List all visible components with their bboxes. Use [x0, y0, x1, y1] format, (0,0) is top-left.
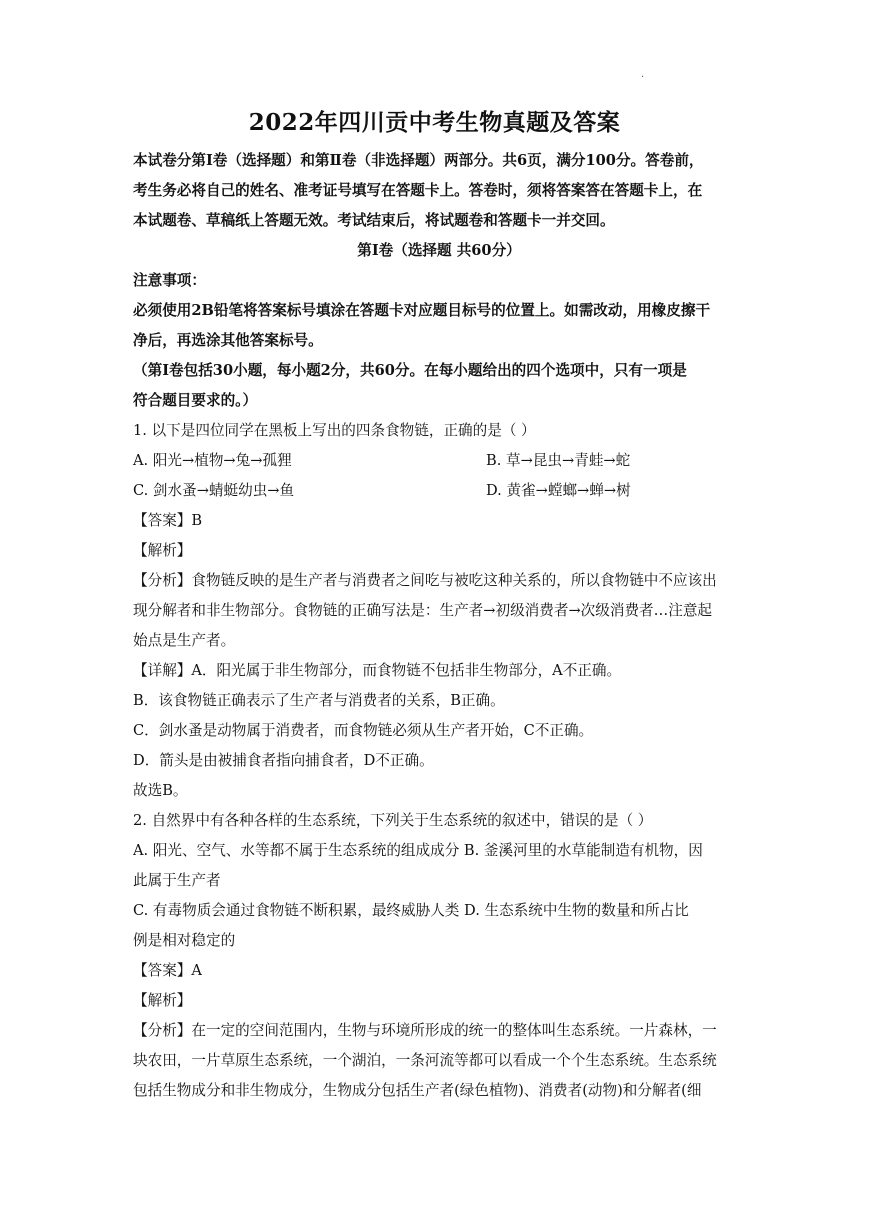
- intro-paragraph: [133, 146, 745, 236]
- analysis-line: 块农田，一片草原生态系统，一个湖泊，一条河流等都可以看成一个个生态系统。生态系统: [133, 1052, 717, 1069]
- part-description-line: 符合题目要求的。）: [133, 392, 258, 409]
- question-2-options: [133, 836, 745, 956]
- question-2-answer: 【答案】A: [133, 962, 202, 979]
- detail-line: 【详解】A．阳光属于非生物部分，而食物链不包括非生物部分，A不正确。: [133, 662, 622, 679]
- header-mark: ·: [641, 72, 645, 83]
- analysis-line: 现分解者和非生物部分。食物链的正确写法是：生产者→初级消费者→次级消费者…注意起: [133, 602, 713, 619]
- question-2-analysis: [133, 1016, 745, 1106]
- notice-line: 净后，再选涂其他答案标号。: [133, 332, 323, 349]
- analysis-line: 包括生物成分和非生物成分，生物成分包括生产者(绿色植物)、消费者(动物)和分解者(细: [133, 1082, 702, 1099]
- question-2-option-line: C. 有毒物质会通过食物链不断积累，最终威胁人类 D. 生态系统中生物的数量和所占比: [133, 902, 689, 919]
- question-1-answer: 【答案】B: [133, 512, 203, 529]
- question-1-option-c: C. 剑水蚤→蜻蜓幼虫→鱼: [133, 482, 295, 499]
- analysis-line: 始点是生产者。: [133, 632, 236, 649]
- intro-line: 本试卷分第Ⅰ卷（选择题）和第Ⅱ卷（非选择题）两部分。共6页，满分100分。答卷前，: [133, 152, 704, 169]
- question-1-analysis: [133, 566, 745, 656]
- detail-line: B．该食物链正确表示了生产者与消费者的关系，B正确。: [133, 692, 505, 709]
- question-1-analysis-head: 【解析】: [133, 542, 192, 559]
- detail-line: D．箭头是由被捕食者指向捕食者，D不正确。: [133, 752, 434, 769]
- question-2-option-line: 此属于生产者: [133, 872, 221, 889]
- question-1-stem: 1. 以下是四位同学在黑板上写出的四条食物链，正确的是（ ）: [133, 422, 536, 439]
- analysis-line: 【分析】食物链反映的是生产者与消费者之间吃与被吃这种关系的，所以食物链中不应该出: [133, 572, 717, 589]
- part-description: [133, 356, 745, 416]
- question-2-stem: 2. 自然界中有各种各样的生态系统，下列关于生态系统的叙述中，错误的是（ ）: [133, 812, 653, 829]
- question-1-option-b: B. 草→昆虫→青蛙→蛇: [486, 452, 631, 469]
- question-1-detail: [133, 656, 745, 806]
- notice-title: 注意事项：: [133, 272, 206, 289]
- detail-line: C．剑水蚤是动物属于消费者，而食物链必须从生产者开始，C不正确。: [133, 722, 594, 739]
- intro-line: 本试题卷、草稿纸上答题无效。考试结束后，将试题卷和答题卡一并交回。: [133, 212, 615, 229]
- document-title: 2022年四川贡中考生物真题及答案: [248, 109, 621, 136]
- detail-line: 故选B。: [133, 782, 188, 799]
- notice-line: 必须使用2B铅笔将答案标号填涂在答题卡对应题目标号的位置上。如需改动，用橡皮擦干: [133, 302, 711, 319]
- question-2-analysis-head: 【解析】: [133, 992, 192, 1009]
- analysis-line: 【分析】在一定的空间范围内，生物与环境所形成的统一的整体叫生态系统。一片森林，一: [133, 1022, 717, 1039]
- part-description-line: （第Ⅰ卷包括30小题，每小题2分，共60分。在每小题给出的四个选项中，只有一项是: [133, 362, 687, 379]
- question-1-option-a: A. 阳光→植物→兔→孤狸: [133, 452, 292, 469]
- question-2-option-line: A. 阳光、空气、水等都不属于生态系统的组成成分 B. 釜溪河里的水草能制造有机物，因: [133, 842, 703, 859]
- question-2-option-line: 例是相对稳定的: [133, 932, 236, 949]
- section-title: 第Ⅰ卷（选择题 共60分）: [357, 242, 521, 259]
- notice-paragraph: [133, 296, 745, 356]
- question-1-option-d: D. 黄雀→螳螂→蝉→树: [486, 482, 631, 499]
- intro-line: 考生务必将自己的姓名、准考证号填写在答题卡上。答卷时，须将答案答在答题卡上，在: [133, 182, 703, 199]
